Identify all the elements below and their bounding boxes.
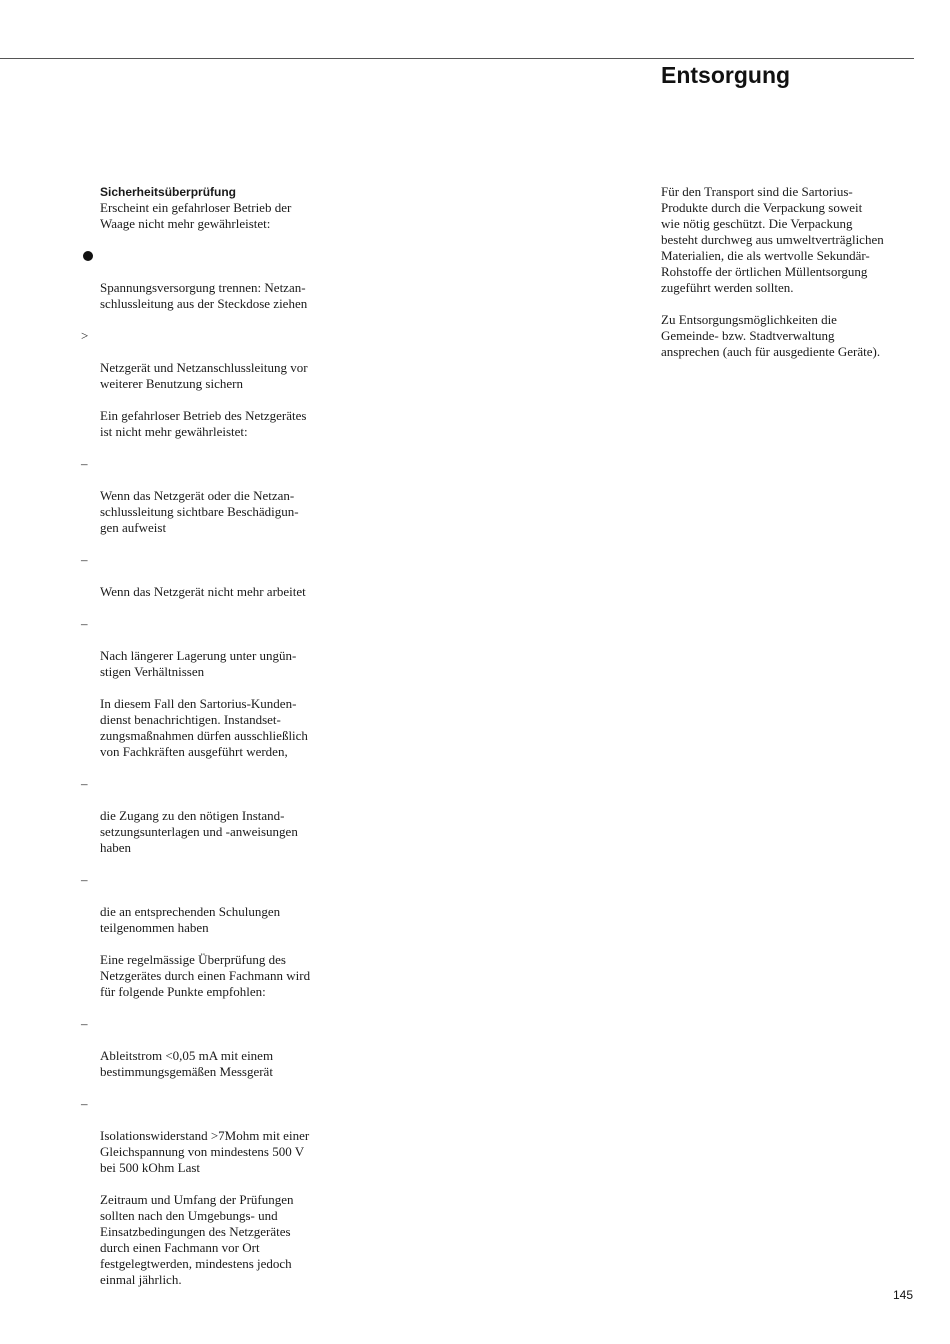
paragraph-inspection: Eine regelmässige Überprüfung des Netzgerätes durch einen Fachmann wird für folgende Punkte empfohlen:	[100, 952, 311, 999]
paragraph-packaging: Für den Transport sind die Sartorius- Produkte durch die Verpackung soweit wie nötig geschützt. Die Verpackung besteht durchweg aus umweltverträglichen Materialien, die als wertvolle Sekundär- Rohstoffe der örtlichen Müllentsorgung zugeführt werden sollten.	[661, 184, 884, 295]
header-rule	[0, 58, 914, 59]
dash-item	[81, 456, 350, 536]
dash-text: Nach längerer Lagerung unter ungün- stigen Verhältnissen	[100, 648, 297, 679]
dash-marker: –	[81, 456, 88, 471]
dash-item	[81, 1096, 350, 1176]
dash-text: Wenn das Netzgerät oder die Netzan- schlussleitung sichtbare Beschädigun- gen aufweist	[100, 488, 299, 535]
dash-marker: –	[81, 616, 88, 631]
intro-paragraph: Erscheint ein gefahrloser Betrieb der Waage nicht mehr gewährleistet:	[100, 200, 292, 231]
paragraph-unsafe-psu: Ein gefahrloser Betrieb des Netzgerätes ist nicht mehr gewährleistet:	[100, 408, 307, 439]
dash-item	[81, 1016, 350, 1080]
dash-marker: –	[81, 776, 88, 791]
dash-text: die Zugang zu den nötigen Instand- setzungsunterlagen und -anweisungen haben	[100, 808, 298, 855]
arrow-marker: >	[81, 328, 89, 343]
dash-marker: –	[81, 872, 88, 887]
paragraph-interval: Zeitraum und Umfang der Prüfungen sollten nach den Umgebungs- und Einsatzbedingungen des Netzgerätes durch einen Fachmann vor Ort festgelegtwerden, mindestens jedoch einmal jährlich.	[100, 1192, 294, 1287]
bullet-item	[100, 248, 350, 312]
dash-text: Isolationswiderstand >7Mohm mit einer Gleichspannung von mindestens 500 V bei 500 kOhm Last	[100, 1128, 310, 1175]
page-number: 145	[893, 1288, 914, 1302]
dash-text: Wenn das Netzgerät nicht mehr arbeitet	[100, 584, 306, 599]
dash-marker: –	[81, 1016, 88, 1031]
dash-marker: –	[81, 552, 88, 567]
bullet-dot-icon	[83, 251, 93, 261]
paragraph-disposal-options: Zu Entsorgungsmöglichkeiten die Gemeinde- bzw. Stadtverwaltung ansprechen (auch für ausgediente Geräte).	[661, 312, 881, 359]
dash-item	[81, 872, 350, 936]
dash-text: die an entsprechenden Schulungen teilgenommen haben	[100, 904, 281, 935]
paragraph-service: In diesem Fall den Sartorius-Kunden- dienst benachrichtigen. Instandset- zungsmaßnahmen dürfen ausschließlich von Fachkräften ausgeführt werden,	[100, 696, 308, 759]
dash-item	[81, 776, 350, 856]
dash-text: Ableitstrom <0,05 mA mit einem bestimmungsgemäßen Messgerät	[100, 1048, 274, 1079]
dash-item	[81, 616, 350, 680]
arrow-item	[81, 328, 350, 392]
bullet-text: Spannungsversorgung trennen: Netzan- schlussleitung aus der Steckdose ziehen	[100, 280, 308, 311]
dash-item	[81, 552, 350, 600]
disposal-column	[661, 184, 921, 376]
page-title: Entsorgung	[661, 62, 791, 88]
section-heading: Sicherheitsüberprüfung	[100, 185, 237, 199]
arrow-text: Netzgerät und Netzanschlussleitung vor weiterer Benutzung sichern	[100, 360, 308, 391]
safety-check-column	[81, 184, 350, 1304]
dash-marker: –	[81, 1096, 88, 1111]
